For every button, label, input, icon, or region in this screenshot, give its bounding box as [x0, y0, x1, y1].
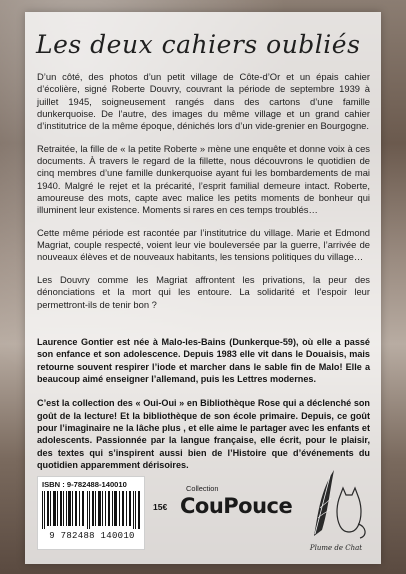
publisher-logo	[300, 466, 372, 556]
barcode-icon	[42, 491, 140, 529]
isbn-digits: 9 782488 140010	[49, 531, 135, 541]
synopsis-paragraph: Les Douvry comme les Magriat affrontent les privations, la peur des dénonciations et la mort qui les entoure. La solidarité et l’espoir leur permettront-ils de tenir bon ?	[37, 273, 370, 310]
collection-logo: CouPouce	[180, 494, 293, 518]
collection-label: Collection	[186, 484, 219, 493]
author-bio	[37, 336, 370, 483]
synopsis-paragraph: Retraitée, la fille de « la petite Roberte » mène une enquête et donne voix à ces documents. À travers le regard de la fillette, nous découvrons le quotidien de cinq membres d’une famille dunkerquoise ayant fui les bombardements de mai 1940. Malgré le rejet et la précarité, l’esprit familial demeure intact. Roberte, amoureuse des mots, capte avec malice les petits moments de bonheur qui illuminent leur existence. Moments si rares en ces temps troublés…	[37, 142, 370, 216]
barcode-block	[37, 476, 145, 550]
publisher-name: Plume de Chat	[309, 544, 363, 552]
synopsis-paragraph: D’un côté, des photos d’un petit village de Côte-d’Or et un épais cahier d’écolière, signé Roberte Douvry, couvrant la période de septembre 1939 à juillet 1945, soigneusement rangés dans des cartons d’une famille dunkerquoise. De l’autre, des images du même village et un grand cahier d’institutrice de la même époque, dénichés lors d’un vide-grenier en Bourgogne.	[37, 71, 370, 132]
author-bio-paragraph: C’est la collection des « Oui-Oui » en Bibliothèque Rose qui a déclenché son goût de la lecture! Et la bibliothèque de son école primaire. Depuis, ce goût pour l’imaginaire ne la lâche plus , et elle aime le partager avec les enfants et adolescents. Passionnée par la langue française, elle écrit, pour le plaisir, des textes qui s’inspirent aussi bien de l’Histoire que d’événements du quotidien apparemment dérisoires.	[37, 398, 370, 471]
price: 15€	[153, 502, 168, 512]
book-title: Les deux cahiers oubliés	[36, 30, 361, 59]
isbn-label: ISBN : 9-782488-140010	[42, 480, 127, 489]
feather-icon	[300, 466, 372, 556]
author-bio-paragraph: Laurence Gontier est née à Malo-les-Bains (Dunkerque-59), où elle a passé son enfance et son adolescence. Depuis 1983 elle vit dans le Douaisis, mais retourne souvent respirer l’iode et marcher dans le sable fin de Malo! Elle a beaucoup aimé enseigner l’allemand, puis les Lettres modernes.	[37, 337, 370, 385]
synopsis-paragraph: Cette même période est racontée par l’institutrice du village. Marie et Edmond Magriat, couple respecté, voient leur vie bouleversée par la guerre, l’arrivée de nouveaux élèves et de nouveaux habitants, les tensions politiques du village…	[37, 226, 370, 263]
cat-icon	[337, 488, 365, 538]
synopsis	[37, 71, 370, 311]
